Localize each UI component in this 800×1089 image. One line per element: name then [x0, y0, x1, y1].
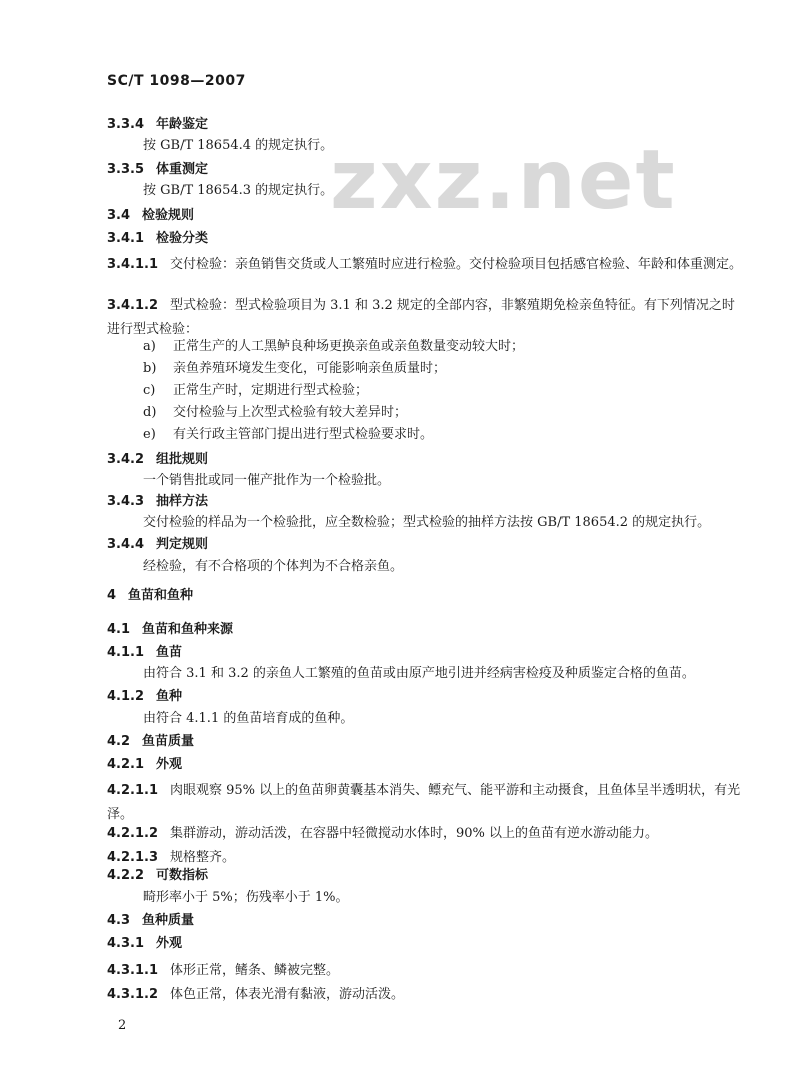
heading-title: 鱼苗和鱼种 [128, 588, 194, 603]
list-marker: e) [143, 427, 156, 442]
heading-number: 3.4.4 [107, 537, 145, 552]
numbered-clause [107, 959, 747, 983]
clause-number: 4.3.1.1 [107, 963, 158, 978]
clause-heading [107, 622, 233, 638]
clause-heading [107, 452, 208, 468]
clause-heading [107, 913, 194, 929]
heading-title: 鱼种质量 [142, 913, 195, 928]
heading-title: 外观 [156, 936, 183, 951]
clause-heading [107, 689, 182, 705]
heading-number: 4.3.1 [107, 936, 145, 951]
numbered-clause [107, 779, 747, 827]
heading-number: 3.4 [107, 208, 131, 223]
paragraph: 由符合 3.1 和 3.2 的亲鱼人工繁殖的鱼苗或由原产地引进并经病害检疫及种质鉴定合格的鱼苗。 [143, 666, 695, 681]
standard-code: SC/T 1098—2007 [107, 73, 246, 89]
clause-text: 肉眼观察 95% 以上的鱼苗卵黄囊基本消失、鳔充气、能平游和主动摄食，且鱼体呈半透明状，有光泽。 [107, 783, 741, 822]
clause-heading [107, 162, 208, 178]
clause-heading [107, 117, 208, 133]
numbered-clause [107, 294, 747, 342]
clause-number: 4.3.1.2 [107, 987, 158, 1002]
list-item-text: 亲鱼养殖环境发生变化，可能影响亲鱼质量时； [173, 361, 447, 376]
list-item-text: 有关行政主管部门提出进行型式检验要求时。 [173, 427, 434, 442]
paragraph: 畸形率小于 5%；伤残率小于 1%。 [143, 890, 349, 905]
heading-number: 4.2 [107, 734, 131, 749]
heading-number: 3.4.2 [107, 452, 145, 467]
list-item-text: 正常生产时，定期进行型式检验； [173, 383, 369, 398]
clause-number: 4.2.1.1 [107, 783, 158, 798]
heading-title: 检验规则 [142, 208, 195, 223]
heading-number: 4.2.2 [107, 868, 145, 883]
heading-title: 鱼苗质量 [142, 734, 195, 749]
numbered-clause [107, 822, 747, 846]
heading-number: 3.4.1 [107, 231, 145, 246]
paragraph: 按 GB/T 18654.3 的规定执行。 [143, 183, 334, 198]
clause-heading [107, 494, 208, 510]
clause-number: 3.4.1.2 [107, 298, 158, 313]
list-marker: a) [143, 339, 156, 354]
clause-text: 集群游动，游动活泼，在容器中轻微搅动水体时，90% 以上的鱼苗有逆水游动能力。 [170, 826, 659, 841]
paragraph: 交付检验的样品为一个检验批，应全数检验；型式检验的抽样方法按 GB/T 18654.2 的规定执行。 [143, 515, 711, 530]
numbered-clause [107, 253, 747, 277]
heading-title: 检验分类 [156, 231, 209, 246]
heading-title: 年龄鉴定 [156, 117, 209, 132]
heading-title: 鱼苗 [156, 645, 183, 660]
list-item [143, 339, 524, 355]
page-number: 2 [118, 1018, 127, 1033]
heading-title: 抽样方法 [156, 494, 209, 509]
heading-number: 4.2.1 [107, 757, 145, 772]
list-item [143, 383, 368, 399]
clause-heading [107, 734, 194, 750]
list-item [143, 427, 433, 443]
clause-heading [107, 537, 208, 553]
heading-number: 3.3.5 [107, 162, 145, 177]
list-item-text: 正常生产的人工黑鲈良种场更换亲鱼或亲鱼数量变动较大时； [173, 339, 525, 354]
heading-number: 3.3.4 [107, 117, 145, 132]
heading-title: 外观 [156, 757, 183, 772]
heading-title: 可数指标 [156, 868, 209, 883]
clause-number: 4.2.1.2 [107, 826, 158, 841]
paragraph: 按 GB/T 18654.4 的规定执行。 [143, 138, 334, 153]
clause-text: 体形正常，鳍条、鳞被完整。 [170, 963, 340, 978]
section-heading [107, 588, 193, 604]
clause-heading [107, 936, 182, 952]
numbered-clause [107, 983, 747, 1007]
list-marker: d) [143, 405, 157, 420]
list-marker: b) [143, 361, 157, 376]
numbered-clause [107, 846, 747, 870]
heading-title: 鱼种 [156, 689, 183, 704]
heading-number: 4.1 [107, 622, 131, 637]
heading-number: 4.1.1 [107, 645, 145, 660]
clause-number: 4.2.1.3 [107, 850, 158, 865]
heading-title: 判定规则 [156, 537, 209, 552]
heading-title: 体重测定 [156, 162, 209, 177]
heading-title: 鱼苗和鱼种来源 [142, 622, 234, 637]
list-item [143, 361, 446, 377]
clause-heading [107, 868, 208, 884]
clause-heading [107, 645, 182, 661]
heading-number: 4.1.2 [107, 689, 145, 704]
heading-number: 4.3 [107, 913, 131, 928]
clause-text: 型式检验：型式检验项目为 3.1 和 3.2 规定的全部内容，非繁殖期免检亲鱼特征。有下列情况之时进行型式检验： [107, 298, 735, 337]
clause-heading [107, 208, 194, 224]
clause-text: 体色正常，体表光滑有黏液，游动活泼。 [170, 987, 405, 1002]
paragraph: 一个销售批或同一催产批作为一个检验批。 [143, 473, 391, 488]
list-marker: c) [143, 383, 156, 398]
watermark-text: zxz.net [330, 133, 677, 228]
clause-text: 规格整齐。 [170, 850, 236, 865]
clause-text: 交付检验：亲鱼销售交货或人工繁殖时应进行检验。交付检验项目包括感官检验、年龄和体重测定。 [170, 257, 743, 272]
heading-number: 4 [107, 588, 117, 603]
list-item [143, 405, 407, 421]
list-item-text: 交付检验与上次型式检验有较大差异时； [173, 405, 408, 420]
clause-number: 3.4.1.1 [107, 257, 158, 272]
paragraph: 由符合 4.1.1 的鱼苗培育成的鱼种。 [143, 711, 354, 726]
clause-heading [107, 231, 208, 247]
clause-heading [107, 757, 182, 773]
heading-number: 3.4.3 [107, 494, 145, 509]
paragraph: 经检验，有不合格项的个体判为不合格亲鱼。 [143, 559, 404, 574]
heading-title: 组批规则 [156, 452, 209, 467]
